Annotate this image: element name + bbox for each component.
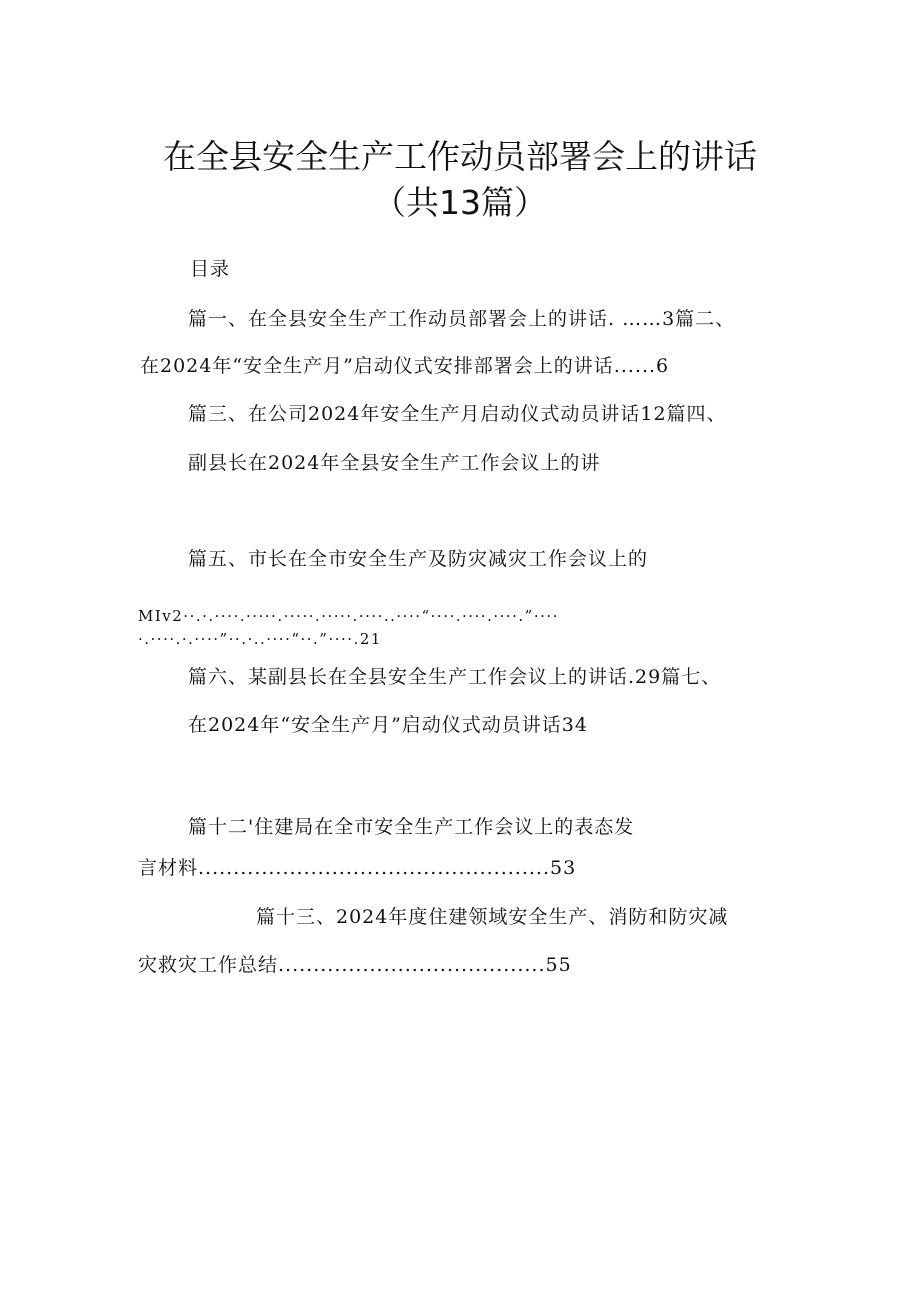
- toc-line: ·.····.·.····”··.·..····“··.”····.21: [138, 630, 382, 648]
- toc-line: 篇十三、2024年度住建领域安全生产、消防和防灾减: [256, 906, 729, 928]
- document-title: 在全县安全生产工作动员部署会上的讲话: [163, 137, 757, 176]
- toc-line: 篇五、市长在全市安全生产及防灾减灾工作会议上的: [188, 548, 649, 570]
- toc-line: 篇一、在全县安全生产工作动员部署会上的讲话. ……3篇二、: [188, 308, 736, 330]
- toc-line: 篇三、在公司2024年安全生产月启动仪式动员讲话12篇四、: [188, 403, 727, 425]
- toc-line: 灾救灾工作总结......................................55: [138, 954, 572, 976]
- toc-heading: 目录: [190, 258, 231, 280]
- toc-line: 在2024年“安全生产月”启动仪式动员讲话34: [188, 714, 588, 736]
- toc-line: 篇六、某副县长在全县安全生产工作会议上的讲话.29篇七、: [188, 666, 722, 688]
- toc-line: 副县长在2024年全县安全生产工作会议上的讲: [188, 452, 601, 474]
- toc-line: MIv2··.·.····.·····.·····.·····.····..····“····.····.····.”····: [138, 607, 559, 625]
- toc-line: 言材料..................................................53: [138, 857, 577, 879]
- toc-line: 篇十二'住建局在全市安全生产工作会议上的表态发: [188, 816, 635, 838]
- toc-line: 在2024年“安全生产月”启动仪式安排部署会上的讲话......6: [140, 355, 670, 377]
- document-subtitle: （共13篇）: [373, 183, 547, 222]
